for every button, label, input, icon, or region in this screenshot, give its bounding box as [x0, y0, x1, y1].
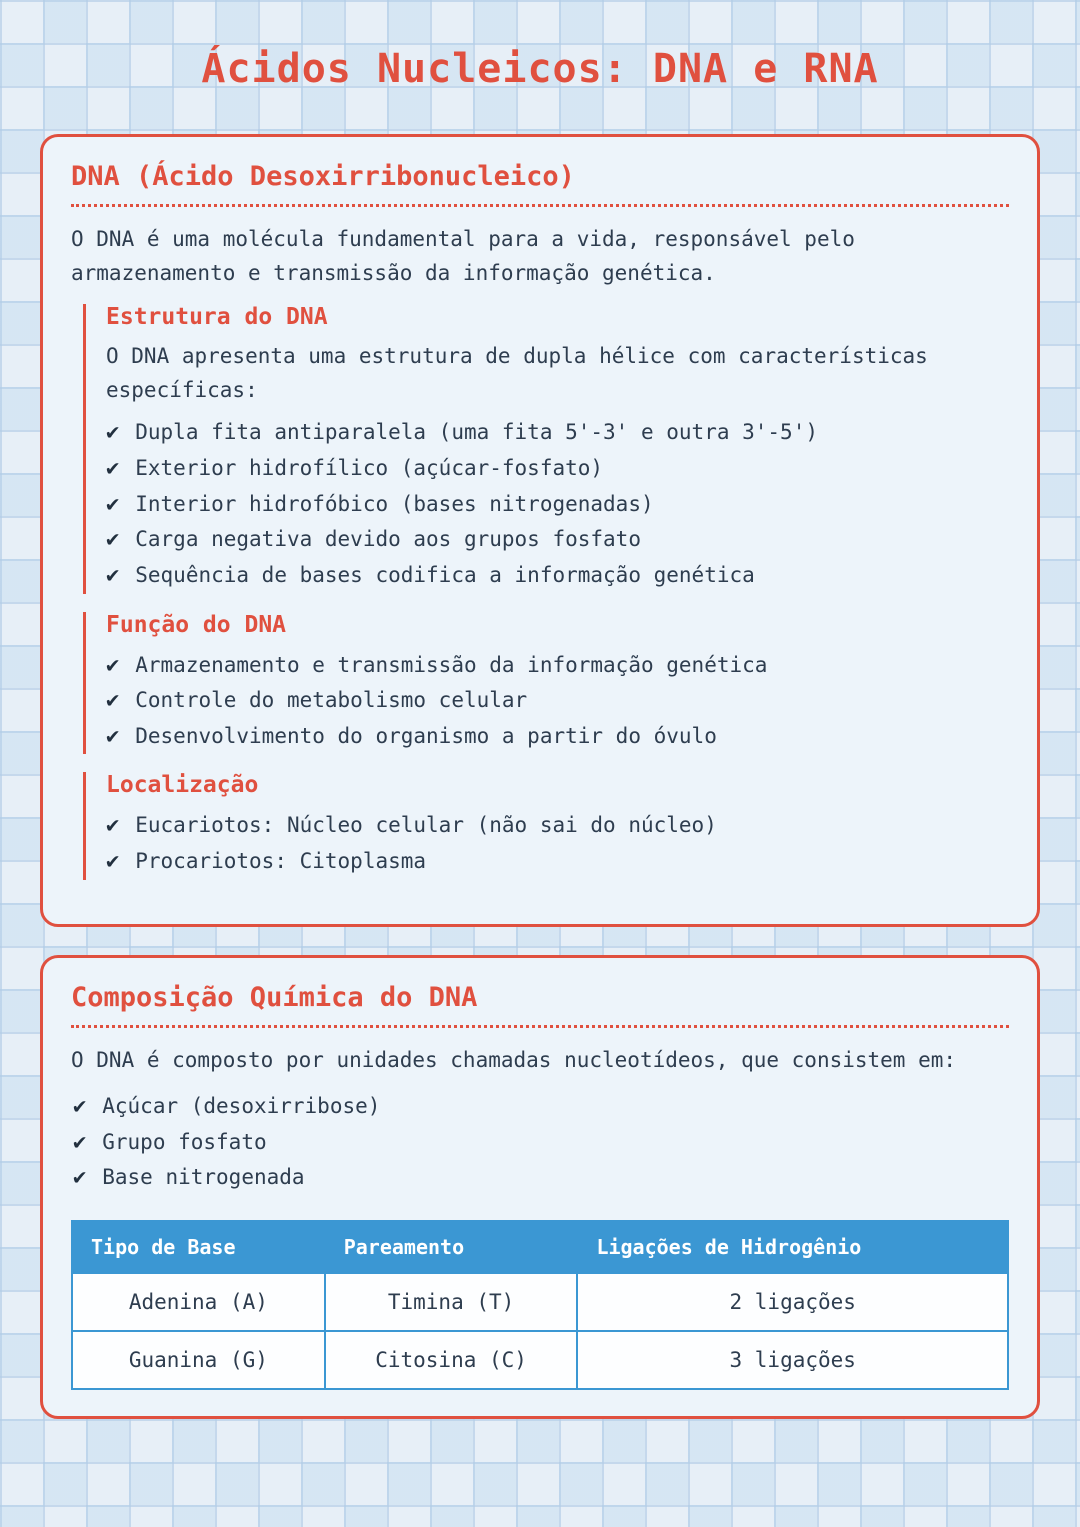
check-icon: ✔	[73, 1094, 87, 1120]
check-icon: ✔	[106, 652, 120, 678]
check-icon: ✔	[106, 562, 120, 588]
list-item-text: Sequência de bases codifica a informação genética	[135, 562, 755, 587]
table-header-ligacoes: Ligações de Hidrogênio	[577, 1221, 1008, 1273]
page-title: Ácidos Nucleicos: DNA e RNA	[201, 46, 879, 92]
check-icon: ✔	[73, 1129, 87, 1155]
check-icon: ✔	[106, 723, 120, 749]
list-item	[106, 648, 1009, 684]
table-header-row	[72, 1221, 1008, 1273]
list-item-text: Carga negativa devido aos grupos fosfato	[135, 527, 641, 552]
list-item	[106, 415, 1009, 451]
section-heading: Estrutura do DNA	[106, 304, 328, 331]
section-estrutura-do-dna	[83, 304, 1009, 593]
table-cell: Adenina (A)	[72, 1273, 325, 1331]
check-icon: ✔	[73, 1165, 87, 1191]
composicao-list	[73, 1089, 1009, 1196]
section-funcao-do-dna	[83, 612, 1009, 755]
localizacao-list	[106, 808, 1009, 879]
list-item-text: Procariotos: Citoplasma	[135, 849, 427, 873]
table-cell: 3 ligações	[577, 1331, 1008, 1389]
section-intro: O DNA apresenta uma estrutura de dupla hélice com características específicas:	[106, 344, 928, 402]
section-heading: Localização	[106, 772, 259, 799]
estrutura-list	[106, 415, 1009, 593]
list-item	[73, 1125, 1009, 1161]
table-header-pareamento: Pareamento	[325, 1221, 578, 1273]
list-item	[106, 683, 1009, 719]
card-composicao-intro: O DNA é composto por unidades chamadas nucleotídeos, que consistem em:	[71, 1047, 957, 1072]
list-item-text: Dupla fita antiparalela (uma fita 5'-3' e outra 3'-5')	[135, 420, 818, 445]
card-dna-intro: O DNA é uma molécula fundamental para a vida, responsável pelo armazenamento e transmissão da informação genética.	[71, 227, 855, 285]
check-icon: ✔	[106, 527, 120, 553]
card-composicao-quimica	[40, 955, 1040, 1419]
list-item	[106, 719, 1009, 755]
table-cell: Guanina (G)	[72, 1331, 325, 1389]
list-item-text: Desenvolvimento do organismo a partir do óvulo	[135, 723, 717, 748]
list-item	[106, 522, 1009, 558]
list-item-text: Grupo fosfato	[102, 1129, 267, 1154]
list-item	[106, 451, 1009, 487]
table-cell: 2 ligações	[577, 1273, 1008, 1331]
table-cell: Citosina (C)	[325, 1331, 578, 1389]
list-item-text: Eucariotos: Núcleo celular (não sai do núcleo)	[135, 813, 717, 838]
check-icon: ✔	[106, 420, 120, 446]
list-item	[106, 487, 1009, 523]
check-icon: ✔	[106, 849, 120, 874]
card-dna	[40, 134, 1040, 927]
list-item	[106, 808, 1009, 844]
list-item	[106, 558, 1009, 594]
list-item-text: Exterior hidrofílico (açúcar-fosfato)	[135, 456, 604, 480]
section-localizacao	[83, 772, 1009, 879]
list-item-text: Base nitrogenada	[102, 1165, 305, 1190]
card-dna-title: DNA (Ácido Desoxirribonucleico)	[71, 161, 1009, 207]
list-item-text: Armazenamento e transmissão da informação genética	[135, 652, 768, 677]
base-pairing-table	[71, 1220, 1009, 1390]
check-icon: ✔	[106, 813, 120, 839]
list-item	[73, 1089, 1009, 1125]
table-cell: Timina (T)	[325, 1273, 578, 1331]
list-item	[106, 844, 1009, 880]
list-item-text: Interior hidrofóbico (bases nitrogenadas)	[135, 491, 654, 516]
list-item-text: Controle do metabolismo celular	[135, 688, 528, 713]
funcao-list	[106, 648, 1009, 755]
table-row	[72, 1273, 1008, 1331]
card-composicao-title: Composição Química do DNA	[71, 982, 1009, 1028]
table-row	[72, 1331, 1008, 1389]
section-heading: Função do DNA	[106, 611, 287, 638]
check-icon: ✔	[106, 688, 120, 714]
check-icon: ✔	[106, 456, 120, 481]
check-icon: ✔	[106, 491, 120, 517]
list-item	[73, 1160, 1009, 1196]
list-item-text: Açúcar (desoxirribose)	[102, 1094, 381, 1119]
table-header-tipo-de-base: Tipo de Base	[72, 1221, 325, 1273]
